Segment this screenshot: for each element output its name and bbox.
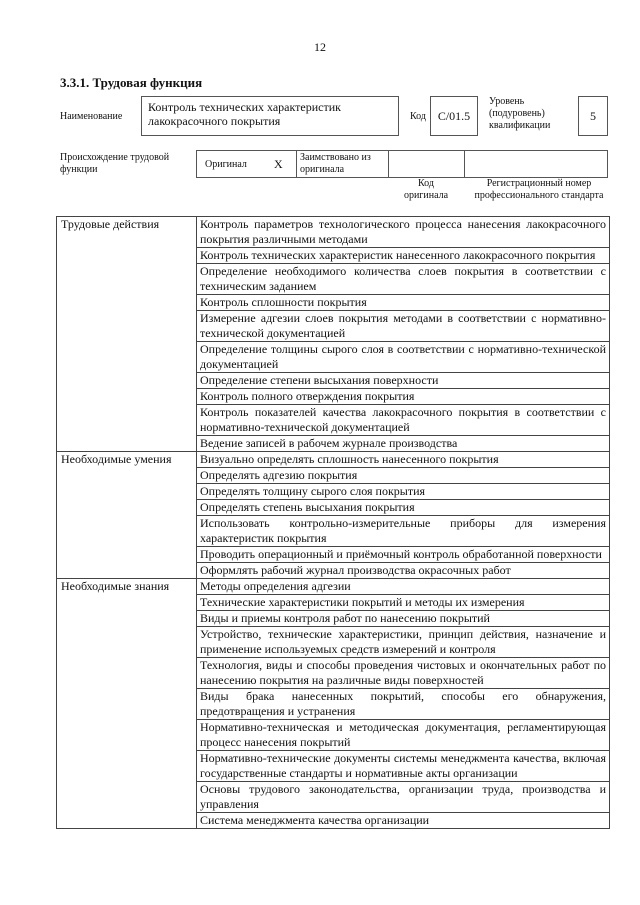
borrowed-label: Заимствовано из оригинала xyxy=(300,152,371,175)
page-number: 12 xyxy=(314,40,326,54)
item-cell: Нормативно-технические документы системы менеджмента качества, включая государственные стандарты и нормативные акты организации xyxy=(197,751,610,782)
original-label: Оригинал xyxy=(205,159,247,170)
item-cell: Система менеджмента качества организации xyxy=(197,813,610,829)
item-cell: Определение степени высыхания поверхности xyxy=(197,373,610,389)
table-row xyxy=(57,217,610,248)
function-name-box: Контроль технических характеристик лакокрасочного покрытия xyxy=(141,96,399,136)
item-cell: Измерение адгезии слоев покрытия методами в соответствии с нормативно-технической документацией xyxy=(197,311,610,342)
item-cell: Виды и приемы контроля работ по нанесению покрытий xyxy=(197,611,610,627)
origin-code-cell xyxy=(388,150,464,178)
name-label: Наименование xyxy=(60,111,123,122)
origin-mark-cell xyxy=(266,150,296,178)
item-cell: Определение необходимого количества слоев покрытия в соответствии с техническим заданием xyxy=(197,264,610,295)
item-cell: Контроль показателей качества лакокрасочного покрытия в соответствии с нормативно-технической документацией xyxy=(197,405,610,436)
item-cell: Контроль полного отверждения покрытия xyxy=(197,389,610,405)
item-cell: Определять адгезию покрытия xyxy=(197,468,610,484)
item-cell: Оформлять рабочий журнал производства окрасочных работ xyxy=(197,563,610,579)
item-cell: Технология, виды и способы проведения чистовых и окончательных работ по нанесению покрытия на различные виды поверхностей xyxy=(197,658,610,689)
category-cell: Необходимые знания xyxy=(57,579,197,829)
function-code-box xyxy=(430,96,478,136)
item-cell: Контроль сплошности покрытия xyxy=(197,295,610,311)
qualification-level-value: 5 xyxy=(590,108,596,123)
item-cell: Проводить операционный и приёмочный контроль обработанной поверхности xyxy=(197,547,610,563)
reg-number-label: Регистрационный номер профессионального стандарта xyxy=(474,178,604,201)
item-cell: Ведение записей в рабочем журнале производства xyxy=(197,436,610,452)
item-cell: Контроль параметров технологического процесса нанесения лакокрасочного покрытия различными методами xyxy=(197,217,610,248)
origin-reg-cell xyxy=(464,150,608,178)
function-code-value: C/01.5 xyxy=(437,108,471,123)
table-row xyxy=(57,579,610,595)
item-cell: Визуально определять сплошность нанесенного покрытия xyxy=(197,452,610,468)
item-cell: Методы определения адгезии xyxy=(197,579,610,595)
qualification-level-label: Уровень (подуровень) квалификации xyxy=(489,96,551,131)
origin-original-cell xyxy=(196,150,266,178)
item-cell: Определять степень высыхания покрытия xyxy=(197,500,610,516)
category-cell: Трудовые действия xyxy=(57,217,197,452)
item-cell: Технические характеристики покрытий и методы их измерения xyxy=(197,595,610,611)
item-cell: Определение толщины сырого слоя в соответствии с нормативно-технической документацией xyxy=(197,342,610,373)
item-cell: Нормативно-техническая и методическая документация, регламентирующая процесс нанесения покрытий xyxy=(197,720,610,751)
item-cell: Основы трудового законодательства, организации труда, производства и управления xyxy=(197,782,610,813)
original-mark: X xyxy=(274,157,283,171)
qualification-level-box xyxy=(578,96,608,136)
origin-row xyxy=(196,150,608,178)
category-cell: Необходимые умения xyxy=(57,452,197,579)
section-title: 3.3.1. Трудовая функция xyxy=(60,75,203,90)
table-row xyxy=(57,452,610,468)
origin-borrowed-cell xyxy=(296,150,388,178)
item-cell: Устройство, технические характеристики, принцип действия, назначение и применение используемых средств измерений и контроля xyxy=(197,627,610,658)
item-cell: Виды брака нанесенных покрытий, способы его обнаружения, предотвращения и устранения xyxy=(197,689,610,720)
item-cell: Контроль технических характеристик нанесенного лакокрасочного покрытия xyxy=(197,248,610,264)
item-cell: Определять толщину сырого слоя покрытия xyxy=(197,484,610,500)
labor-function-table xyxy=(56,216,610,829)
origin-label: Происхождение трудовой функции xyxy=(60,152,170,175)
code-label: Код xyxy=(410,111,426,122)
item-cell: Использовать контрольно-измерительные приборы для измерения характеристик покрытия xyxy=(197,516,610,547)
code-original-label: Код оригинала xyxy=(403,178,449,201)
